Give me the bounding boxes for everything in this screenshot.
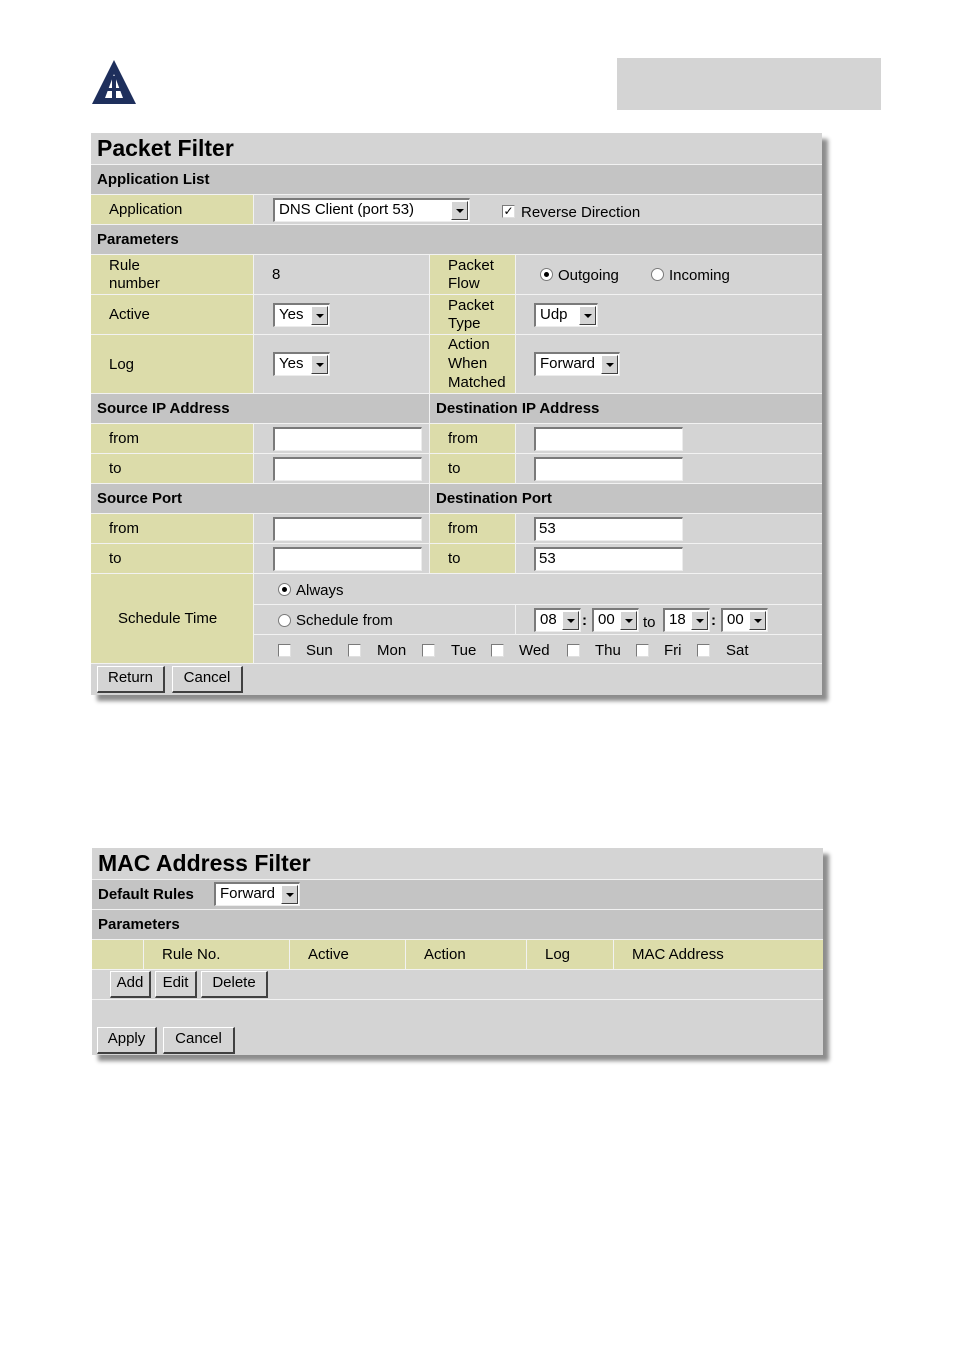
action-select[interactable]: Forward xyxy=(534,352,620,376)
day-checkbox-tue[interactable] xyxy=(422,644,435,657)
application-row xyxy=(91,194,822,224)
day-checkbox-wed[interactable] xyxy=(491,644,504,657)
log-label: Log xyxy=(109,356,135,373)
chevron-down-icon xyxy=(691,611,708,630)
source-port-header: Source Port xyxy=(91,484,430,513)
packet-type-select[interactable]: Udp xyxy=(534,303,598,327)
end-minute-select[interactable]: 00 xyxy=(721,608,768,632)
packet-filter-panel xyxy=(91,133,822,695)
dest-port-to-input[interactable]: 53 xyxy=(534,547,683,571)
end-hour-select[interactable]: 18 xyxy=(663,608,710,632)
add-button[interactable]: Add xyxy=(110,971,151,998)
day-checkbox-sat[interactable] xyxy=(697,644,710,657)
source-ip-header: Source IP Address xyxy=(91,394,430,423)
outgoing-radio[interactable] xyxy=(540,268,553,281)
start-minute-select[interactable]: 00 xyxy=(592,608,639,632)
dest-port-from-label: from xyxy=(448,520,478,537)
chevron-down-icon xyxy=(451,201,468,220)
day-label: Thu xyxy=(595,642,621,659)
always-label: Always xyxy=(296,582,344,599)
chevron-down-icon xyxy=(579,306,596,325)
rule-number-value: 8 xyxy=(272,266,281,283)
ip-from-row xyxy=(91,423,822,453)
schedule-from-label: Schedule from xyxy=(296,612,393,629)
source-ip-to-input[interactable] xyxy=(273,457,422,481)
active-label: Active xyxy=(109,306,150,323)
day-label: Tue xyxy=(451,642,477,659)
start-hour-select[interactable]: 08 xyxy=(534,608,581,632)
dest-port-header: Destination Port xyxy=(436,490,552,507)
dest-ip-from-label: from xyxy=(448,430,478,447)
column-rule-no: Rule No. xyxy=(144,940,290,969)
chevron-down-icon xyxy=(311,355,328,374)
column-active: Active xyxy=(290,940,406,969)
day-checkbox-fri[interactable] xyxy=(636,644,649,657)
days-row xyxy=(254,634,822,664)
schedule-from-radio[interactable] xyxy=(278,614,291,627)
source-port-to-input[interactable] xyxy=(273,547,422,571)
port-to-row xyxy=(91,543,822,573)
mac-table-header xyxy=(92,939,823,969)
time-colon: : xyxy=(711,612,716,629)
dest-port-to-label: to xyxy=(448,550,461,567)
cancel-button[interactable]: Cancel xyxy=(172,666,243,693)
edit-button[interactable]: Edit xyxy=(155,971,197,998)
chevron-down-icon xyxy=(620,611,637,630)
time-to-label: to xyxy=(643,614,656,631)
port-from-row xyxy=(91,513,822,543)
mac-filter-title: MAC Address Filter xyxy=(98,850,311,876)
default-rules-row xyxy=(92,879,823,909)
dest-ip-to-input[interactable] xyxy=(534,457,683,481)
default-rules-select[interactable]: Forward xyxy=(214,882,300,906)
mac-parameters-header: Parameters xyxy=(92,909,823,939)
active-row: Active Yes Packet Type Udp xyxy=(91,294,822,334)
source-ip-from-label: from xyxy=(109,430,139,447)
source-ip-to-label: to xyxy=(109,460,122,477)
schedule-time-label: Schedule Time xyxy=(118,610,218,627)
column-mac-address: MAC Address xyxy=(614,940,823,969)
source-ip-from-input[interactable] xyxy=(273,427,422,451)
port-header-row xyxy=(91,483,822,513)
application-list-header: Application List xyxy=(91,164,822,194)
day-label: Sat xyxy=(726,642,749,659)
dest-ip-from-input[interactable] xyxy=(534,427,683,451)
log-row: Log Yes Action When Matched Forward xyxy=(91,334,822,393)
chevron-down-icon xyxy=(562,611,579,630)
atlantis-logo-icon xyxy=(90,58,138,106)
apply-button[interactable]: Apply xyxy=(97,1027,157,1054)
application-select[interactable]: DNS Client (port 53) xyxy=(273,198,470,222)
source-port-from-label: from xyxy=(109,520,139,537)
chevron-down-icon xyxy=(311,306,328,325)
ip-address-header-row xyxy=(91,393,822,423)
default-rules-label: Default Rules xyxy=(98,886,194,903)
source-port-to-label: to xyxy=(109,550,122,567)
outgoing-label: Outgoing xyxy=(558,267,619,284)
chevron-down-icon xyxy=(281,885,298,904)
ip-to-row xyxy=(91,453,822,483)
rule-number-row: Rule number 8 Packet Flow Outgoing Incoming xyxy=(91,254,822,294)
action-when-matched-label: Action xyxy=(448,336,490,353)
incoming-label: Incoming xyxy=(669,267,730,284)
chevron-down-icon xyxy=(601,355,618,374)
always-radio[interactable] xyxy=(278,583,291,596)
day-label: Mon xyxy=(377,642,407,659)
day-checkbox-thu[interactable] xyxy=(567,644,580,657)
active-select[interactable]: Yes xyxy=(273,303,330,327)
source-port-from-input[interactable] xyxy=(273,517,422,541)
mac-cancel-button[interactable]: Cancel xyxy=(163,1027,235,1054)
log-select[interactable]: Yes xyxy=(273,352,330,376)
reverse-direction-checkbox[interactable]: ✓ xyxy=(503,204,514,218)
delete-button[interactable]: Delete xyxy=(201,971,268,998)
day-label: Fri xyxy=(664,642,682,659)
schedule-block xyxy=(91,573,822,663)
return-button[interactable]: Return xyxy=(97,666,165,693)
dest-ip-header: Destination IP Address xyxy=(436,400,600,417)
header-gray-box xyxy=(617,58,881,110)
dest-port-from-input[interactable]: 53 xyxy=(534,517,683,541)
column-log: Log xyxy=(527,940,614,969)
reverse-direction-label: Reverse Direction xyxy=(521,204,641,221)
time-colon: : xyxy=(582,612,587,629)
day-label: Wed xyxy=(519,642,550,659)
day-label: Sun xyxy=(306,642,333,659)
packet-flow-label: Packet xyxy=(448,257,494,274)
chevron-down-icon xyxy=(749,611,766,630)
mac-filter-panel xyxy=(92,848,823,1055)
column-action: Action xyxy=(406,940,527,969)
mac-edit-buttons-row xyxy=(92,969,823,999)
rule-number-label: Rule xyxy=(109,257,140,274)
day-checkbox-sun[interactable] xyxy=(278,644,291,657)
parameters-header: Parameters xyxy=(91,224,822,254)
incoming-radio[interactable] xyxy=(651,268,664,281)
dest-ip-to-label: to xyxy=(448,460,461,477)
packet-filter-button-row xyxy=(91,663,822,695)
day-checkbox-mon[interactable] xyxy=(348,644,361,657)
application-label: Application xyxy=(109,201,183,218)
page-title: Packet Filter xyxy=(97,135,234,161)
mac-submit-row xyxy=(92,999,823,1055)
packet-type-label: Packet xyxy=(448,297,494,314)
